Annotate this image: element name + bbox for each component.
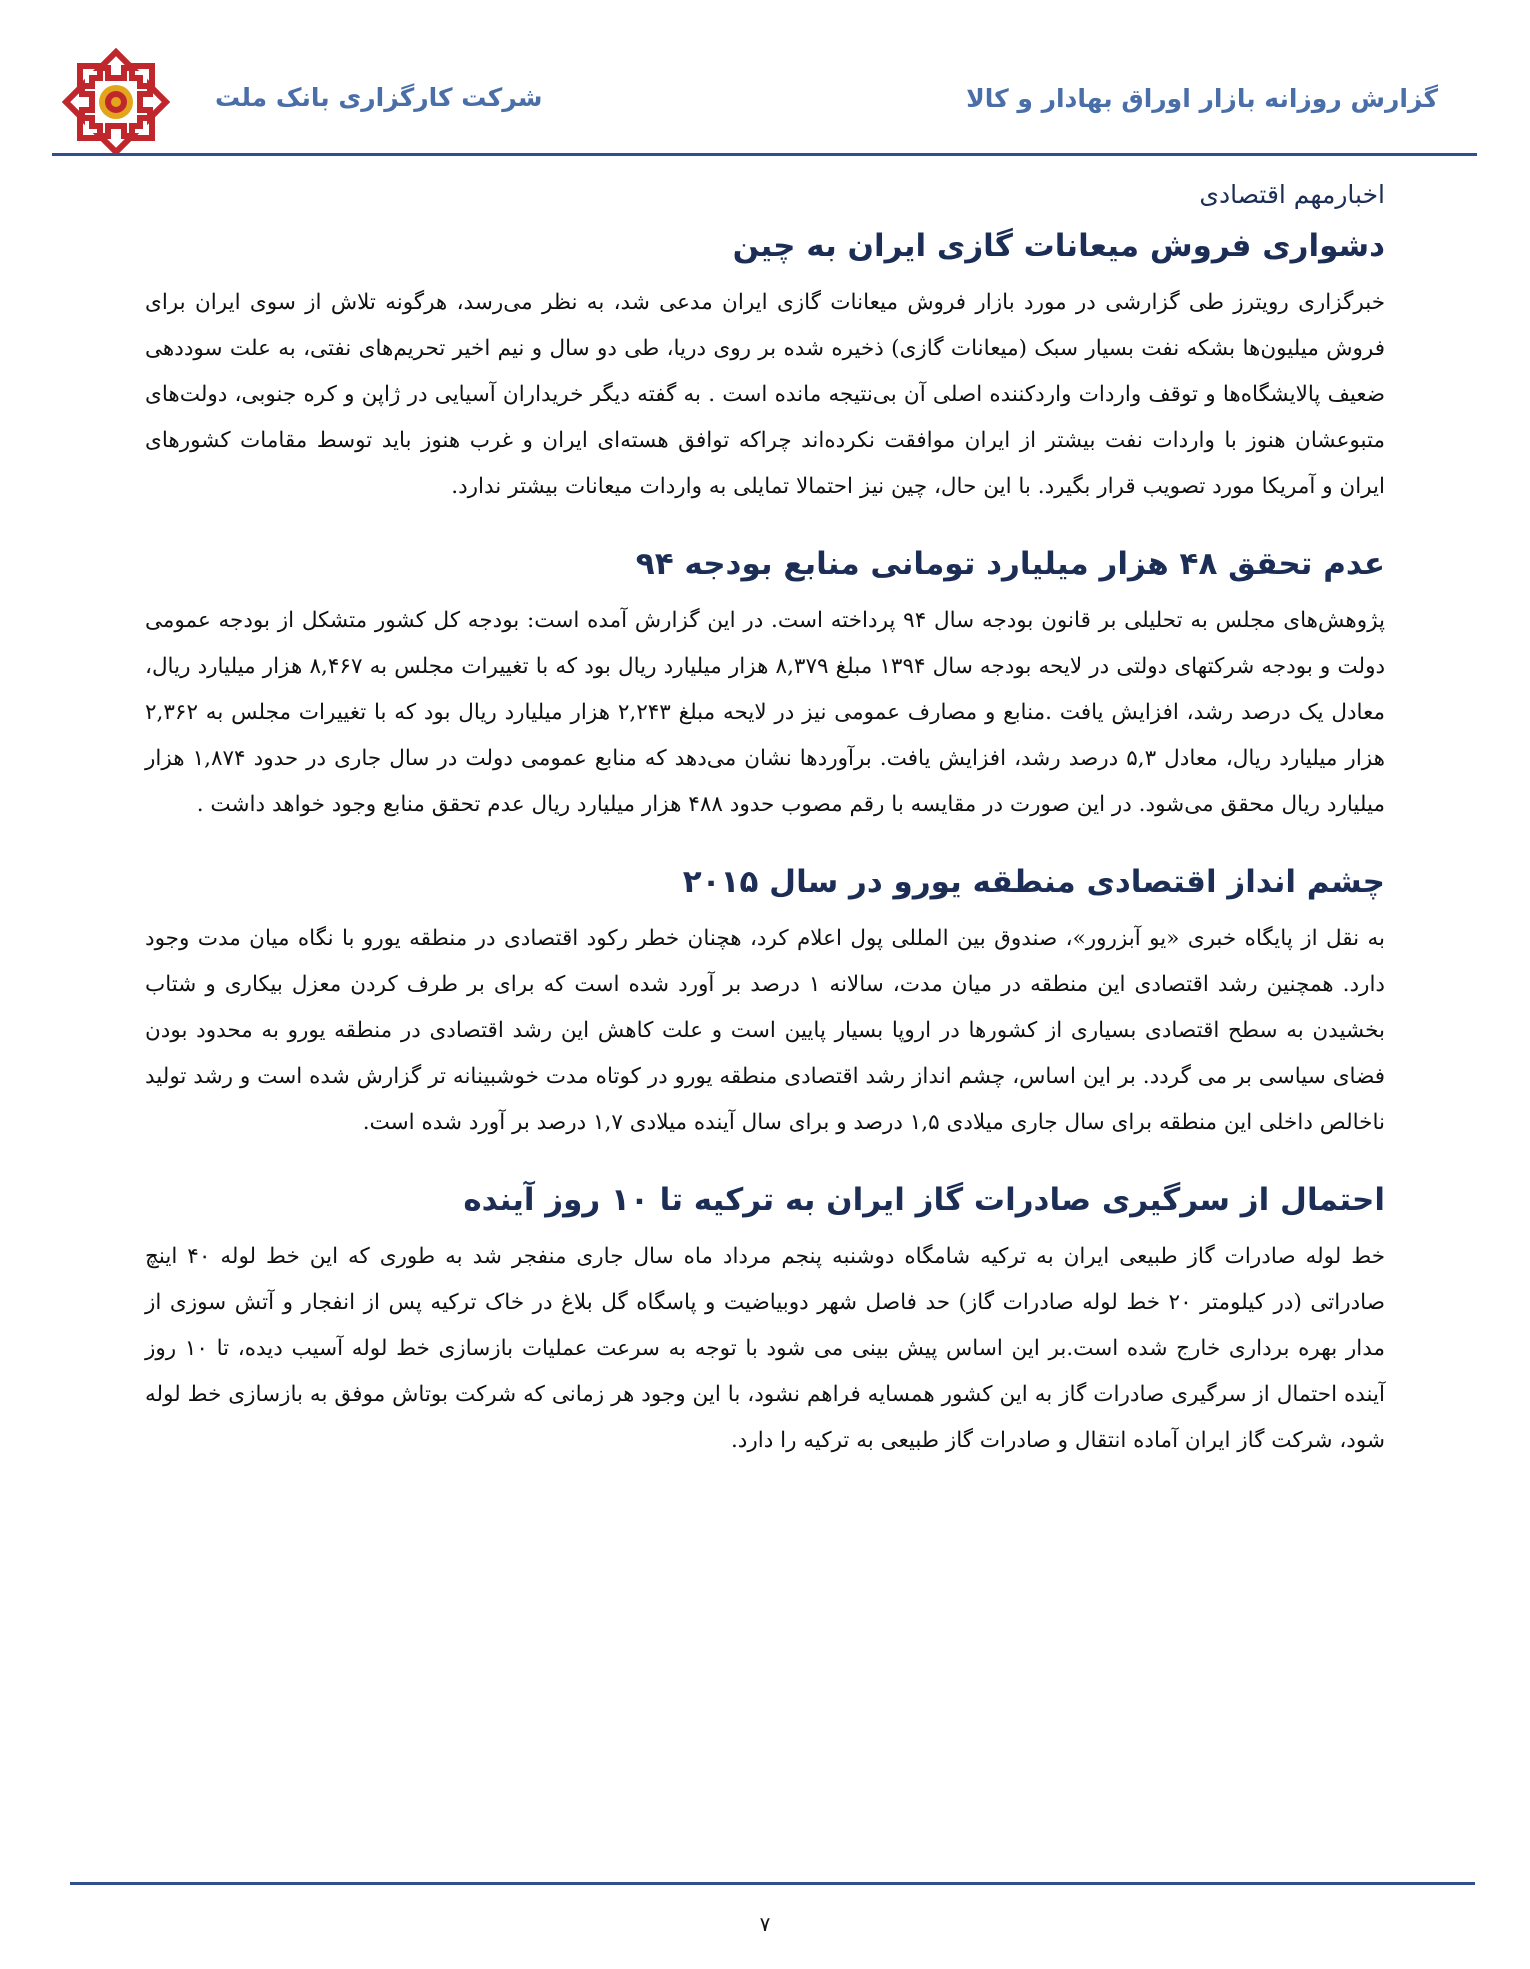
page-number: ۷ (759, 1912, 771, 1936)
article-title: چشم انداز اقتصادی منطقه یورو در سال ۲۰۱۵ (682, 864, 1385, 900)
article-title: دشواری فروش میعانات گازی ایران به چین (732, 228, 1385, 264)
company-name: شرکت کارگزاری بانک ملت (215, 83, 543, 112)
section-label: اخبارمهم اقتصادی (1199, 180, 1385, 209)
report-title: گزارش روزانه بازار اوراق بهادار و کالا (966, 84, 1438, 113)
article-body: خط لوله صادرات گاز طبیعی ایران به ترکیه شامگاه دوشنبه پنجم مرداد ماه سال جاری منفجر شد به طوری که این خط لوله ۴۰ اینچ صادراتی (در کیلومتر ۲۰ خط لوله صادرات گاز) حد فاصل شهر دوبیاضیت و پاسگاه گل بلاغ در خاک ترکیه پس از انفجار و آتش سوزی از مدار بهره برداری خارج شده است.بر این اساس پیش بینی می شود با توجه به سرعت عملیات بازسازی خط لوله آسیب دیده، تا ۱۰ روز آینده احتمال از سرگیری صادرات گاز به این کشور همسایه فراهم نشود، با این وجود هر زمانی که شرکت بوتاش موفق به بازسازی خط لوله شود، شرکت گاز ایران آماده انتقال و صادرات گاز طبیعی به ترکیه را دارد. (145, 1244, 1385, 1453)
article-title: احتمال از سرگیری صادرات گاز ایران به ترکیه تا ۱۰ روز آینده (463, 1182, 1385, 1218)
article-body: پژوهش‌های مجلس به تحلیلی بر قانون بودجه سال ۹۴ پرداخته است. در این گزارش آمده است: بودجه کل کشور متشکل از بودجه عمومی دولت و بودجه شرکتهای دولتی در لایحه بودجه سال ۱۳۹۴ مبلغ ۸,۳۷۹ هزار میلیارد ریال بود که با تغییرات مجلس به ۸,۴۶۷ هزار میلیارد ریال، معادل یک درصد رشد، افزایش یافت .منابع و مصارف عمومی نیز در لایحه مبلغ ۲,۲۴۳ هزار میلیارد ریال بود که با تغییرات مجلس به ۲,۳۶۲ هزار میلیارد ریال، معادل ۵,۳ درصد رشد، افزایش یافت. برآوردها نشان می‌دهد که منابع عمومی دولت در سال جاری در حدود ۱,۸۷۴ هزار میلیارد ریال محقق می‌شود. در این صورت در مقایسه با رقم مصوب حدود ۴۸۸ هزار میلیارد ریال عدم تحقق منابع وجود خواهد داشت . (145, 608, 1386, 817)
article-title: عدم تحقق ۴۸ هزار میلیارد تومانی منابع بودجه ۹۴ (635, 546, 1385, 582)
main-content (145, 178, 1385, 1494)
article-body: خبرگزاری رویترز طی گزارشی در مورد بازار فروش میعانات گازی ایران مدعی شد، به نظر می‌رسد، هرگونه تلاش از سوی ایران برای فروش میلیون‌ها بشکه نفت بسیار سبک (میعانات گازی) ذخیره شده بر روی دریا، طی دو سال و نیم اخیر تحریم‌های نفتی، به علت سوددهی ضعیف پالایشگاه‌ها و توقف واردات واردکننده اصلی آن بی‌نتیجه مانده است . به گفته دیگر خریداران آسیایی در ژاپن و کره جنوبی، دولت‌های متبوعشان هنوز با واردات نفت بیشتر از ایران موافقت نکرده‌اند چراکه توافق هسته‌ای ایران و غرب هنوز باید توسط مقامات کشورهای ایران و آمریکا مورد تصویب قرار بگیرد. با این حال، چین نیز احتمالا تمایلی به واردات میعانات بیشتر ندارد. (145, 290, 1385, 499)
bank-mellat-logo-icon (62, 48, 170, 156)
footer-divider (70, 1882, 1475, 1885)
page-header (0, 0, 1530, 160)
article-body: به نقل از پایگاه خبری «یو آبزرور»، صندوق بین المللی پول اعلام کرد، هچنان خطر رکود اقتصادی در منطقه یورو با نگاه میان مدت وجود دارد. همچنین رشد اقتصادی این منطقه در میان مدت، سالانه ۱ درصد بر آورد شده است که برای بر طرف کردن معزل بیکاری و شتاب بخشیدن به سطح اقتصادی بسیاری از کشورها در اروپا بسیار پایین است و علت کاهش این رشد اقتصادی در منطقه یورو به محدود بودن فضای سیاسی بر می گردد. بر این اساس، چشم انداز رشد اقتصادی منطقه یورو در کوتاه مدت خوشبینانه تر گزارش شده است و رشد تولید ناخالص داخلی این منطقه برای سال جاری میلادی ۱,۵ درصد و برای سال آینده میلادی ۱,۷ درصد بر آورد شده است. (145, 926, 1385, 1135)
header-divider (52, 153, 1477, 156)
